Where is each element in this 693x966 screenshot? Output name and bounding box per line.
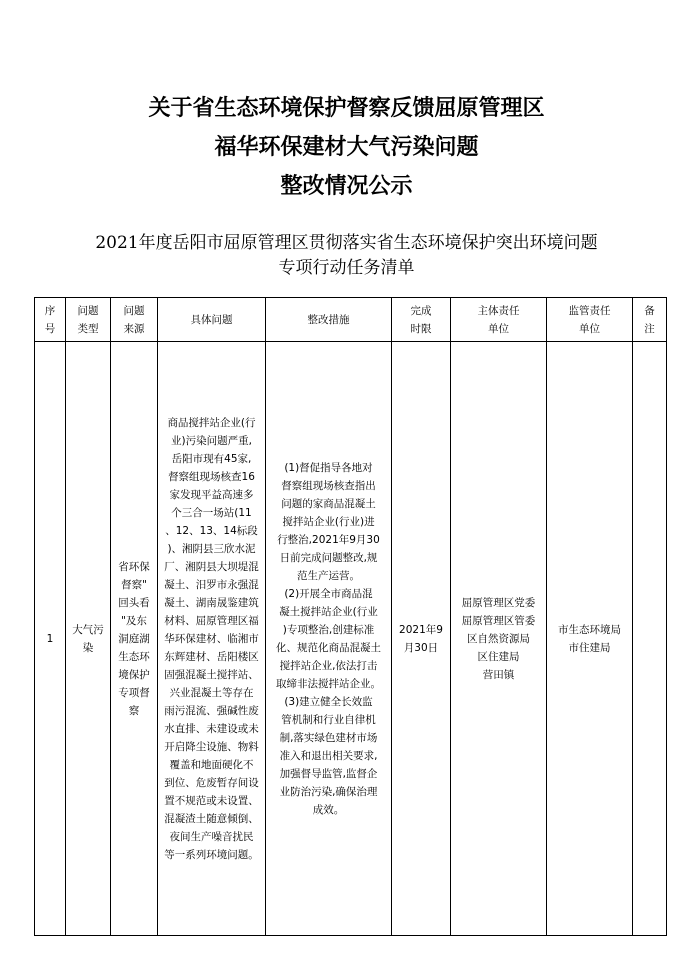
cell-measures: [266, 342, 392, 936]
cell-specific-problem: 商品搅拌站企业(行 业)污染问题严重, 岳阳市现有45家, 督察组现场核查16 家发现平益高速多 个三合一场站(11 、12、13、14标段 )、湘阴县三欣水泥 厂、湘阴县大坝堤混 凝土、汨罗市永强混 凝土、湖南晟鉴建筑 材料、屈原管理区福 华环保建材、临湘市 东辉建材、岳阳楼区 固强混凝土搅拌站、 兴业混凝土等存在 雨污混流、强碱性废 水直排、未建设或未 开启降尘设施、物料 覆盖和地面硬化不 到位、危废暂存间设 置不规范或未设置、 混凝渣土随意倾倒、 夜间生产噪音扰民 等一系列环境问题。: [158, 342, 266, 936]
document-title-line-2: 福华环保建材大气污染问题: [214, 135, 479, 160]
measure-3: (3)建立健全长效监 管机制和行业自律机 制,落实绿色建材市场 准入和退出相关要求, 加强督导监管,监督企 业防治污染,确保治理 成效。: [279, 695, 378, 816]
list-subtitle-line-1: 2021年度岳阳市屈原管理区贯彻落实省生态环境保护突出环境问题: [95, 233, 598, 253]
header-index: 序 号: [35, 298, 66, 342]
table-header-row: [35, 298, 667, 342]
list-subtitle-line-2: 专项行动任务清单: [278, 258, 415, 278]
cell-supervisor: 市生态环境局 市住建局: [547, 342, 633, 936]
header-specific-problem: 具体问题: [158, 298, 266, 342]
cell-deadline: 2021年9 月30日: [392, 342, 451, 936]
document-title-line-1: 关于省生态环境保护督察反馈屈原管理区: [148, 96, 545, 121]
cell-main-unit: 屈原管理区党委 屈原管理区管委 区自然资源局 区住建局 营田镇: [451, 342, 547, 936]
header-problem-type: 问题 类型: [66, 298, 111, 342]
cell-remark: [633, 342, 667, 936]
header-main-unit: 主体责任 单位: [451, 298, 547, 342]
header-supervisor: 监管责任 单位: [547, 298, 633, 342]
header-deadline: 完成 时限: [392, 298, 451, 342]
table-row: [35, 342, 667, 936]
cell-index: 1: [35, 342, 66, 936]
cell-problem-type: 大气污 染: [66, 342, 111, 936]
task-table: [34, 297, 667, 936]
measure-2: (2)开展全市商品混 凝土搅拌站企业(行业 )专项整治,创建标准 化、规范化商品混凝土 搅拌站企业,依法打击 取缔非法搅拌站企业。: [276, 587, 381, 690]
cell-problem-source: 省环保 督察" 回头看 "及东 洞庭湖 生态环 境保护 专项督 察: [111, 342, 158, 936]
measure-1: (1)督促指导各地对 督察组现场核查指出 问题的家商品混凝土 搅拌站企业(行业)进 行整治,2021年9月30 日前完成问题整改,规 范生产运营。: [277, 461, 380, 582]
header-remark: 备 注: [633, 298, 667, 342]
header-problem-source: 问题 来源: [111, 298, 158, 342]
document-title-line-3: 整改情况公示: [280, 174, 413, 199]
header-measures: 整改措施: [266, 298, 392, 342]
